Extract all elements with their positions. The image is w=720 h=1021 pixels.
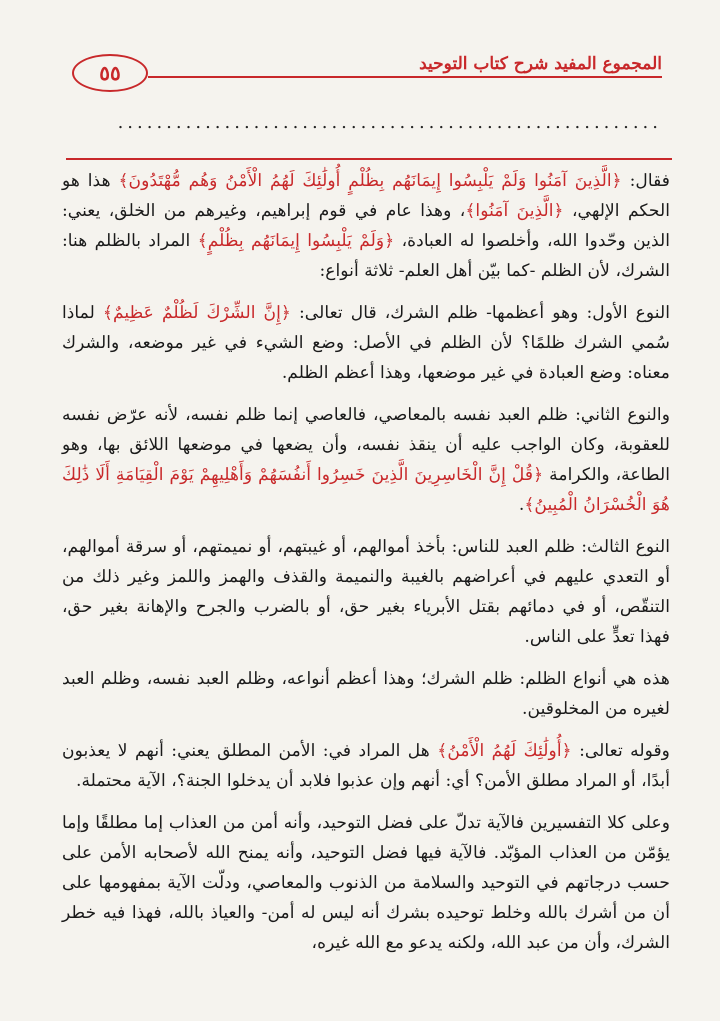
quran-verse: ﴿قُلْ إِنَّ الْخَاسِرِينَ الَّذِينَ خَسِرُوا أَنفُسَهُمْ وَأَهْلِيهِمْ يَوْمَ الْقِيَامَةِ أَلَا ذَٰلِكَ هُوَ الْخُسْرَانُ الْمُبِينُ﴾ bbox=[62, 465, 670, 515]
paragraph-3 bbox=[62, 400, 670, 520]
text-span: هل المراد في: الأمن المطلق يعني: أنهم لا يعذبون أبدًا، أو المراد مطلق الأمن؟ أي: أنهم وإن عذبوا فلابد أن يدخلوا الجنة؟، الآية محتملة. bbox=[62, 741, 670, 791]
text-span: ، وهذا عام في قوم إبراهيم، وغيرهم من الخلق، يعني: الذين وحّدوا الله، وأخلصوا له العبادة، bbox=[62, 201, 670, 251]
text-span: النوع الثالث: ظلم العبد للناس: بأخذ أموالهم، أو غيبتهم، أو نميمتهم، أو سرقة أموالهم، أو التعدي عليهم في أعراضهم بالغيبة والنميمة والقذف والهمز واللمز وغير ذلك من التنقّص، أو في دمائهم بقتل الأبرياء بغير حق، أو بالضرب والجرح والإهانة بغير حق، فهذا تعدٍّ على الناس. bbox=[62, 537, 670, 647]
text-span: وقوله تعالى: bbox=[571, 741, 670, 761]
quran-verse: ﴿الَّذِينَ آمَنُوا﴾ bbox=[465, 201, 564, 221]
page-number bbox=[72, 54, 148, 92]
paragraph-4 bbox=[62, 532, 670, 652]
paragraph-6 bbox=[62, 736, 670, 796]
paragraph-2 bbox=[62, 298, 670, 388]
text-span: وعلى كلا التفسيرين فالآية تدلّ على فضل التوحيد، وأنه أمن من العذاب إما مطلقًا وإما يؤمّن من العذاب المؤبّد. فالآية فيها فضل التوحيد، وأنه يمنح الله لأصحابه الأمن على حسب درجاتهم في التوحيد والسلامة من الذنوب والمعاصي، ودلّت الآية بمفهومها على أن من أشرك بالله وخلط توحيده بشرك أنه ليس له أمن- والعياذ بالله، فهذا فيه خطر الشرك، وأن من عبد الله، ولكنه يدعو مع الله غيره، bbox=[62, 813, 670, 953]
text-span: النوع الأول: وهو أعظمها- ظلم الشرك، قال تعالى: bbox=[290, 303, 670, 323]
text-span: هذه هي أنواع الظلم: ظلم الشرك؛ وهذا أعظم أنواعه، وظلم العبد نفسه، وظلم العبد لغيره من المخلوقين. bbox=[62, 669, 670, 719]
paragraph-5 bbox=[62, 664, 670, 724]
header-rule bbox=[148, 76, 662, 78]
main-text bbox=[62, 166, 670, 958]
text-span: فقال: bbox=[621, 171, 670, 191]
quran-verse: ﴿أُولَٰئِكَ لَهُمُ الْأَمْنُ﴾ bbox=[437, 741, 572, 761]
paragraph-1 bbox=[62, 166, 670, 286]
text-span: والنوع الثاني: ظلم العبد نفسه بالمعاصي، فالعاصي إنما ظلم نفسه، لأنه عرّض نفسه للعقوبة، وكان الواجب عليه أن ينقذ نفسه، وأن يضعها في موضعها اللائق بها، وهو الطاعة، والكرامة bbox=[62, 405, 671, 485]
book-title: المجموع المفيد شرح كتاب التوحيد bbox=[419, 54, 662, 74]
paragraph-7 bbox=[62, 808, 670, 958]
section-separator bbox=[66, 158, 672, 160]
quran-verse: ﴿إِنَّ الشِّرْكَ لَظُلْمٌ عَظِيمٌ﴾ bbox=[102, 303, 291, 323]
quran-verse: ﴿وَلَمْ يَلْبِسُوا إِيمَانَهُم بِظُلْمٍ﴾ bbox=[197, 231, 395, 251]
elided-text-dots: ........................................................ bbox=[117, 112, 662, 133]
quran-verse: ﴿الَّذِينَ آمَنُوا وَلَمْ يَلْبِسُوا إِيمَانَهُم بِظُلْمٍ أُولَٰئِكَ لَهُمُ الْأَمْنُ وَهُم مُّهْتَدُونَ﴾ bbox=[118, 171, 622, 191]
text-span: هذا هو الحكم الإلهي، bbox=[62, 171, 670, 221]
text-span: . bbox=[518, 495, 525, 515]
text-span: لماذا سُمي الشرك ظلمًا؟ لأن الظلم في الأصل: وضع الشيء في غير موضعه، والشرك معناه: وضع العبادة في غير موضعها، وهذا أعظم الظلم. bbox=[62, 303, 670, 383]
page-number-text: ٥٥ bbox=[99, 61, 121, 85]
text-span: المراد بالظلم هنا: الشرك، لأن الظلم -كما بيّن أهل العلم- ثلاثة أنواع: bbox=[62, 231, 670, 281]
